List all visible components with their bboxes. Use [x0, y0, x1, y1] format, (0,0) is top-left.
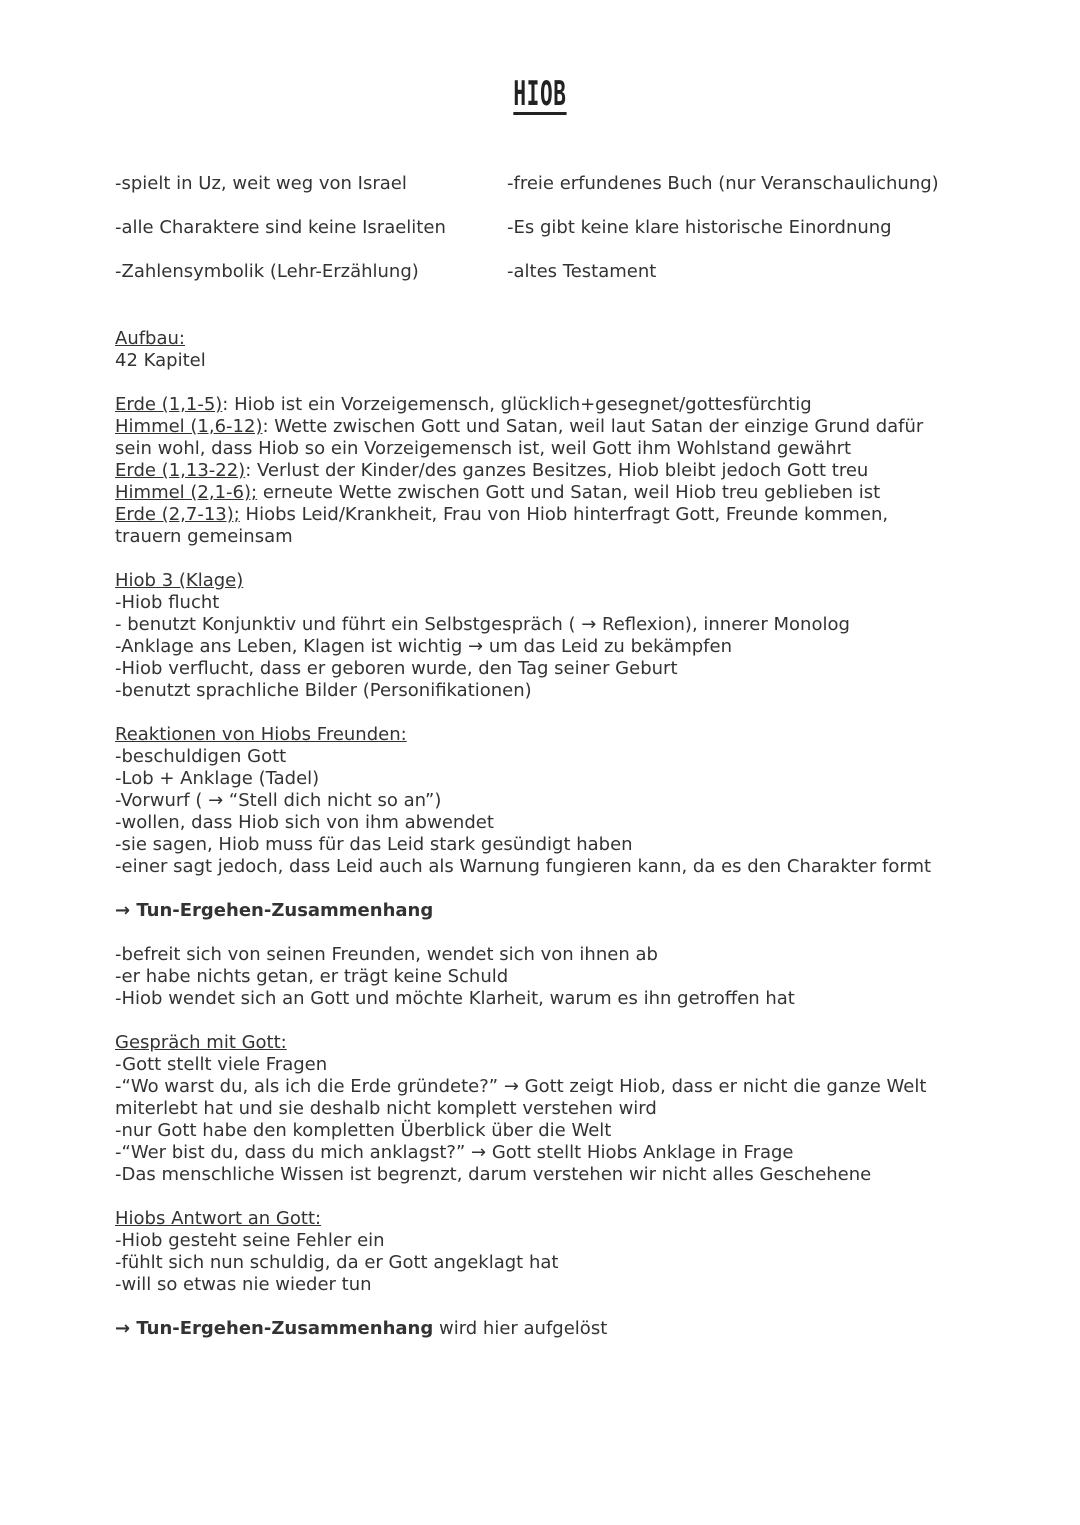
section-gespraech: [115, 1032, 955, 1186]
structure-text: : Verlust der Kinder/des ganzes Besitzes, Hiob bleibt jedoch Gott treu: [245, 460, 869, 481]
section-befreit: [115, 944, 955, 1010]
fact-item: -Zahlensymbolik (Lehr-Erzählung): [115, 261, 419, 282]
fact-item: -Es gibt keine klare historische Einordnung: [507, 217, 892, 238]
freunde-heading: Reaktionen von Hiobs Freunden:: [115, 724, 407, 745]
fact-item: -freie erfundenes Buch (nur Veranschaulichung): [507, 173, 939, 194]
antwort-heading: Hiobs Antwort an Gott:: [115, 1208, 322, 1229]
gespraech-line: -Das menschliche Wissen ist begrenzt, darum verstehen wir nicht alles Geschehene: [115, 1164, 872, 1185]
freunde-line: -beschuldigen Gott: [115, 746, 287, 767]
gespraech-heading: Gespräch mit Gott:: [115, 1032, 287, 1053]
freunde-line: -Vorwurf ( → “Stell dich nicht so an”): [115, 790, 442, 811]
structure-line: [115, 460, 955, 482]
befreit-line: -befreit sich von seinen Freunden, wendet sich von ihnen ab: [115, 944, 658, 965]
klage-line: -Hiob flucht: [115, 592, 220, 613]
structure-text: Hiobs Leid/Krankheit, Frau von Hiob hinterfragt Gott, Freunde kommen, trauern gemeinsam: [115, 504, 889, 547]
freunde-line: -wollen, dass Hiob sich von ihm abwendet: [115, 812, 494, 833]
structure-ref: Himmel (2,1-6);: [115, 482, 258, 503]
structure-text: : Hiob ist ein Vorzeigemensch, glücklich+gesegnet/gottesfürchtig: [222, 394, 812, 415]
antwort-line: -fühlt sich nun schuldig, da er Gott angeklagt hat: [115, 1252, 559, 1273]
facts-right: [507, 172, 939, 304]
antwort-line: -Hiob gesteht seine Fehler ein: [115, 1230, 385, 1251]
section-structure: [115, 394, 955, 548]
page-title: HIOB: [513, 74, 567, 114]
fact-item: -alle Charaktere sind keine Israeliten: [115, 217, 446, 238]
aufbau-chapters: 42 Kapitel: [115, 350, 206, 371]
section-freunde: [115, 724, 955, 878]
aufbau-heading: Aufbau:: [115, 328, 185, 349]
tun-ergehen-note: → Tun-Ergehen-Zusammenhang: [115, 900, 434, 921]
notes-body: [115, 328, 955, 1340]
klage-line: -benutzt sprachliche Bilder (Personifikationen): [115, 680, 532, 701]
klage-line: -Hiob verflucht, dass er geboren wurde, den Tag seiner Geburt: [115, 658, 678, 679]
page-title-wrap: [0, 74, 1080, 114]
section-antwort: [115, 1208, 955, 1296]
structure-ref: Erde (1,13-22): [115, 460, 246, 481]
klage-line: -Anklage ans Leben, Klagen ist wichtig → um das Leid zu bekämpfen: [115, 636, 732, 657]
conclusion-rest: wird hier aufgelöst: [433, 1318, 608, 1339]
structure-ref: Erde (2,7-13);: [115, 504, 240, 525]
befreit-line: -er habe nichts getan, er trägt keine Schuld: [115, 966, 509, 987]
structure-text: erneute Wette zwischen Gott und Satan, weil Hiob treu geblieben ist: [257, 482, 881, 503]
facts-left: [115, 172, 446, 304]
gespraech-line: -“Wer bist du, dass du mich anklagst?” → Gott stellt Hiobs Anklage in Frage: [115, 1142, 794, 1163]
conclusion: [115, 1318, 955, 1340]
structure-text: : Wette zwischen Gott und Satan, weil laut Satan der einzige Grund dafür sein wohl, dass Hiob so ein Vorzeigemensch ist, weil Gott ihm Wohlstand gewährt: [115, 416, 924, 459]
freunde-line: -sie sagen, Hiob muss für das Leid stark gesündigt haben: [115, 834, 633, 855]
section-aufbau: [115, 328, 955, 372]
section-klage: [115, 570, 955, 702]
structure-line: [115, 416, 955, 460]
freunde-line: -Lob + Anklage (Tadel): [115, 768, 320, 789]
befreit-line: -Hiob wendet sich an Gott und möchte Klarheit, warum es ihn getroffen hat: [115, 988, 795, 1009]
structure-ref: Erde (1,1-5): [115, 394, 223, 415]
klage-heading: Hiob 3 (Klage): [115, 570, 244, 591]
klage-line: - benutzt Konjunktiv und führt ein Selbstgespräch ( → Reflexion), innerer Monolog: [115, 614, 850, 635]
gespraech-line: -“Wo warst du, als ich die Erde gründete?” → Gott zeigt Hiob, dass er nicht die ganze Welt miterlebt hat und sie deshalb nicht komplett verstehen wird: [115, 1076, 927, 1119]
fact-item: -altes Testament: [507, 261, 657, 282]
freunde-line: -einer sagt jedoch, dass Leid auch als Warnung fungieren kann, da es den Charakter formt: [115, 856, 932, 877]
structure-line: [115, 504, 955, 548]
structure-line: [115, 482, 955, 504]
antwort-line: -will so etwas nie wieder tun: [115, 1274, 372, 1295]
structure-line: [115, 394, 955, 416]
conclusion-bold: → Tun-Ergehen-Zusammenhang: [115, 1318, 434, 1339]
fact-item: -spielt in Uz, weit weg von Israel: [115, 173, 407, 194]
structure-ref: Himmel (1,6-12): [115, 416, 263, 437]
gespraech-line: -nur Gott habe den kompletten Überblick über die Welt: [115, 1120, 612, 1141]
gespraech-line: -Gott stellt viele Fragen: [115, 1054, 328, 1075]
